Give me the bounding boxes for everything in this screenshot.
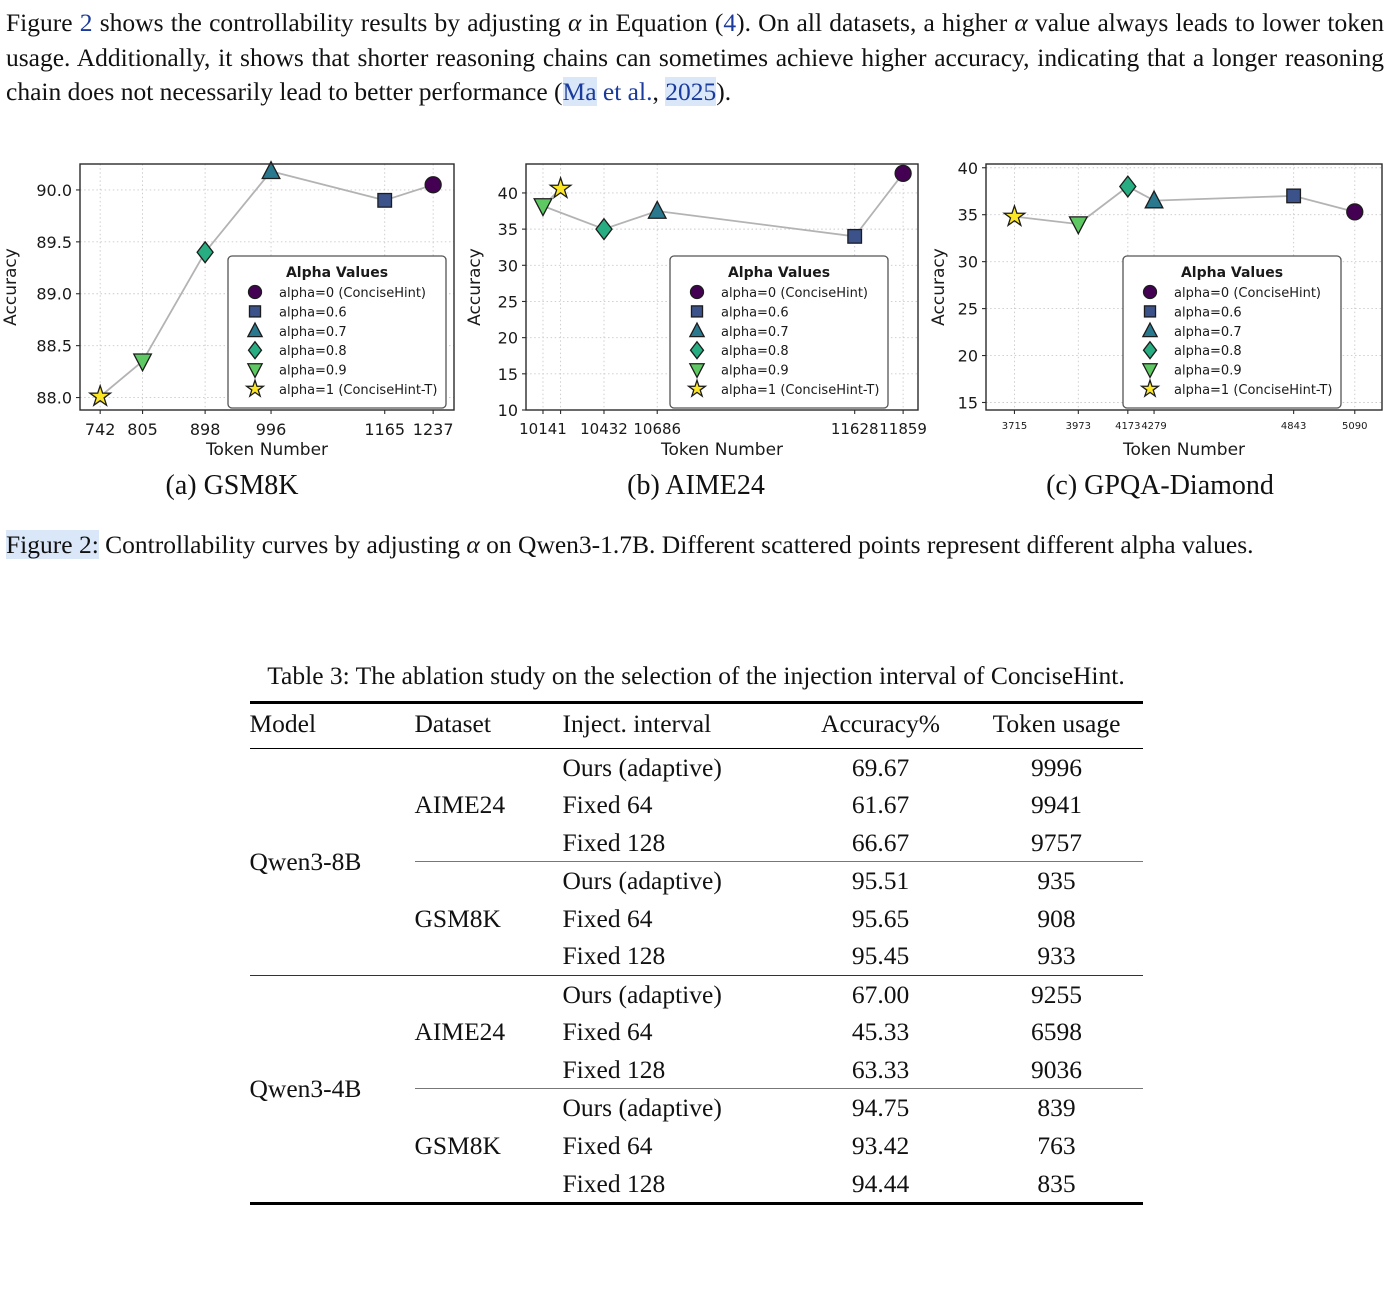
model-cell: Qwen3-4B bbox=[249, 1074, 362, 1104]
column-header-inject-interval: Inject. interval bbox=[563, 702, 791, 748]
chart-panel-gsm8k bbox=[0, 150, 464, 502]
legend-marker-circle bbox=[691, 286, 704, 299]
data-point-alpha-0 bbox=[1347, 204, 1363, 220]
column-header-token-usage: Token usage bbox=[971, 702, 1143, 748]
dataset-cell: AIME24 bbox=[415, 975, 563, 1089]
token-usage-cell: 839 bbox=[1037, 1093, 1076, 1123]
accuracy-cell: 67.00 bbox=[851, 979, 910, 1009]
x-tick-label: 10686 bbox=[633, 420, 682, 439]
ablation-table bbox=[250, 701, 1143, 1205]
text-segment: in Equation ( bbox=[581, 8, 724, 37]
inject-interval-cell: Fixed 128 bbox=[562, 1168, 666, 1198]
accuracy-cell: 94.44 bbox=[851, 1168, 910, 1198]
x-tick-label: 742 bbox=[84, 420, 116, 440]
x-tick-label: 4173 bbox=[1115, 421, 1141, 433]
legend-label: alpha=0.6 bbox=[279, 305, 347, 321]
data-point-alpha-0.8 bbox=[596, 219, 612, 240]
x-tick-label: 996 bbox=[255, 420, 287, 440]
accuracy-cell: 45.33 bbox=[851, 1017, 910, 1047]
token-usage-cell: 9996 bbox=[1031, 752, 1082, 782]
text-segment: Figure 2: bbox=[6, 530, 99, 560]
table-header-row bbox=[250, 702, 1143, 748]
y-tick-label: 15 bbox=[497, 364, 518, 384]
x-tick-label: 4279 bbox=[1141, 421, 1167, 433]
token-usage-cell: 9036 bbox=[971, 1051, 1143, 1089]
chart-caption: (a) GSM8K bbox=[165, 470, 299, 502]
text-segment: on Qwen3-1.7B. Different scattered points represent different alpha values. bbox=[479, 530, 1254, 560]
inject-interval-cell: Fixed 128 bbox=[563, 824, 791, 862]
legend-marker-circle bbox=[1144, 286, 1157, 299]
chart-gsm8k bbox=[0, 150, 464, 462]
data-point-alpha-0.9 bbox=[534, 199, 552, 216]
x-tick-label: 805 bbox=[127, 420, 158, 440]
citation-link[interactable]: et al. bbox=[596, 77, 653, 107]
x-tick-label: 3973 bbox=[1065, 421, 1092, 433]
data-point-alpha-1 bbox=[550, 178, 571, 198]
figure-caption bbox=[6, 528, 1384, 563]
legend-label: alpha=0.9 bbox=[279, 363, 347, 379]
y-axis-label: Accuracy bbox=[465, 248, 485, 326]
legend-label: alpha=0.9 bbox=[721, 363, 789, 379]
x-tick-label: 1237 bbox=[412, 420, 454, 440]
accuracy-cell: 95.51 bbox=[851, 866, 910, 896]
x-tick-label: 1165 bbox=[364, 420, 406, 440]
citation-link[interactable]: 4 bbox=[723, 8, 737, 37]
legend-label: alpha=0 (ConciseHint) bbox=[279, 286, 426, 302]
legend-marker-square bbox=[691, 306, 702, 317]
inject-interval-cell: Fixed 64 bbox=[562, 790, 653, 820]
x-axis-label: Token Number bbox=[1122, 440, 1246, 461]
token-usage-cell: 9757 bbox=[971, 824, 1143, 862]
y-tick-label: 15 bbox=[957, 393, 978, 413]
x-tick-label: 4843 bbox=[1280, 421, 1307, 433]
text-segment: Figure bbox=[6, 8, 80, 37]
x-tick-label: 11628 bbox=[830, 420, 879, 439]
text-segment: , bbox=[652, 77, 666, 107]
chart-legend bbox=[670, 256, 888, 408]
accuracy-cell: 61.67 bbox=[851, 790, 910, 820]
table-title: Table 3: The ablation study on the selection of the injection interval of ConciseHint. bbox=[267, 660, 1125, 690]
accuracy-cell: 93.42 bbox=[851, 1131, 910, 1160]
dataset-cell: GSM8K bbox=[415, 862, 563, 976]
legend-label: alpha=0.7 bbox=[1174, 324, 1242, 340]
data-point-alpha-0.7 bbox=[1145, 191, 1163, 208]
token-usage-cell: 935 bbox=[1037, 866, 1076, 896]
legend-marker-square bbox=[249, 306, 260, 317]
text-segment: ). On all datasets, a higher bbox=[736, 8, 1015, 37]
x-tick-label: 898 bbox=[189, 420, 221, 440]
token-usage-cell: 9941 bbox=[1031, 790, 1082, 820]
legend-marker-square bbox=[1144, 306, 1155, 317]
legend-label: alpha=0.6 bbox=[1174, 305, 1242, 321]
legend-title: Alpha Values bbox=[1180, 265, 1284, 282]
column-header-accuracy: Accuracy% bbox=[791, 702, 971, 748]
token-usage-cell: 763 bbox=[1037, 1131, 1076, 1160]
data-point-alpha-0 bbox=[425, 177, 441, 193]
legend-label: alpha=1 (ConciseHint-T) bbox=[1174, 383, 1333, 399]
legend-label: alpha=1 (ConciseHint-T) bbox=[721, 383, 880, 399]
inject-interval-cell: Ours (adaptive) bbox=[562, 1093, 722, 1123]
inject-interval-cell: Fixed 128 bbox=[563, 937, 791, 975]
chart-caption: (b) AIME24 bbox=[627, 470, 765, 502]
chart-legend bbox=[1123, 256, 1341, 408]
dataset-cell: GSM8K bbox=[414, 1131, 501, 1160]
accuracy-cell: 95.65 bbox=[851, 903, 910, 933]
token-usage-cell: 908 bbox=[1037, 903, 1076, 933]
y-tick-label: 35 bbox=[957, 205, 978, 225]
data-point-alpha-0.9 bbox=[1070, 217, 1088, 234]
data-point-alpha-0.6 bbox=[848, 230, 862, 244]
citation-link[interactable]: Ma bbox=[562, 77, 597, 107]
y-tick-label: 25 bbox=[957, 299, 978, 319]
y-tick-label: 10 bbox=[497, 401, 518, 421]
data-point-alpha-0.6 bbox=[1287, 189, 1301, 203]
y-axis-label: Accuracy bbox=[929, 248, 949, 326]
chart-aime24 bbox=[464, 150, 928, 462]
citation-link[interactable]: 2 bbox=[79, 8, 93, 37]
accuracy-cell: 66.67 bbox=[791, 824, 971, 862]
table-body bbox=[250, 748, 1143, 1203]
x-tick-label: 5090 bbox=[1342, 421, 1368, 433]
column-header-model: Model bbox=[250, 702, 415, 748]
legend-label: alpha=1 (ConciseHint-T) bbox=[279, 383, 438, 399]
legend-title: Alpha Values bbox=[285, 265, 389, 282]
accuracy-cell: 94.75 bbox=[851, 1093, 910, 1123]
series-line bbox=[1015, 187, 1355, 225]
y-tick-label: 25 bbox=[497, 292, 518, 312]
y-tick-label: 40 bbox=[497, 183, 518, 203]
token-usage-cell: 835 bbox=[1037, 1168, 1076, 1198]
inject-interval-cell: Fixed 64 bbox=[562, 1017, 653, 1047]
data-point-alpha-0.7 bbox=[648, 201, 666, 218]
inject-interval-cell: Fixed 64 bbox=[562, 903, 653, 933]
y-tick-label: 88.0 bbox=[36, 388, 72, 408]
inject-interval-cell: Ours (adaptive) bbox=[562, 752, 722, 782]
text-segment: ). bbox=[716, 77, 732, 107]
y-axis-label: Accuracy bbox=[1, 248, 21, 326]
legend-label: alpha=0 (ConciseHint) bbox=[1174, 286, 1321, 302]
data-point-alpha-0.8 bbox=[1120, 176, 1136, 197]
token-usage-cell: 933 bbox=[971, 937, 1143, 975]
math-symbol: α bbox=[466, 530, 480, 560]
citation-link[interactable]: 2025 bbox=[665, 77, 717, 107]
legend-label: alpha=0.8 bbox=[721, 344, 789, 360]
legend-label: alpha=0.9 bbox=[1174, 363, 1242, 379]
y-tick-label: 35 bbox=[497, 220, 518, 240]
column-header-dataset: Dataset bbox=[415, 702, 563, 748]
legend-label: alpha=0 (ConciseHint) bbox=[721, 286, 868, 302]
table-row bbox=[250, 748, 1143, 786]
accuracy-cell: 69.67 bbox=[851, 752, 910, 782]
math-symbol: α bbox=[1014, 8, 1028, 37]
y-tick-label: 88.5 bbox=[36, 336, 72, 356]
chart-gpqa-diamond bbox=[928, 150, 1392, 462]
legend-label: alpha=0.7 bbox=[279, 324, 347, 340]
x-axis-label: Token Number bbox=[205, 440, 329, 461]
legend-marker-circle bbox=[249, 286, 262, 299]
y-tick-label: 20 bbox=[497, 328, 518, 348]
legend-label: alpha=0.7 bbox=[721, 324, 789, 340]
inject-interval-cell: Ours (adaptive) bbox=[562, 866, 722, 896]
accuracy-cell: 63.33 bbox=[791, 1051, 971, 1089]
legend-title: Alpha Values bbox=[727, 265, 831, 282]
y-tick-label: 40 bbox=[957, 158, 978, 178]
x-axis-label: Token Number bbox=[660, 440, 784, 461]
y-tick-label: 30 bbox=[497, 256, 518, 276]
x-tick-label: 3715 bbox=[1001, 421, 1028, 433]
legend-label: alpha=0.6 bbox=[721, 305, 789, 321]
chart-panel-gpqa-diamond bbox=[928, 150, 1392, 502]
inject-interval-cell: Fixed 128 bbox=[563, 1051, 791, 1089]
math-symbol: α bbox=[567, 8, 582, 37]
chart-legend bbox=[228, 256, 446, 408]
y-tick-label: 30 bbox=[957, 252, 978, 272]
token-usage-cell: 9255 bbox=[1031, 979, 1082, 1009]
dataset-cell: AIME24 bbox=[415, 748, 563, 862]
chart-panel-aime24 bbox=[464, 150, 928, 502]
legend-label: alpha=0.8 bbox=[279, 344, 347, 360]
token-usage-cell: 6598 bbox=[1031, 1017, 1082, 1047]
legend-label: alpha=0.8 bbox=[1174, 344, 1242, 360]
text-segment: Controllability curves by adjusting bbox=[98, 530, 467, 560]
model-cell: Qwen3-8B bbox=[250, 748, 415, 975]
x-tick-label: 11859 bbox=[879, 420, 927, 439]
table-row bbox=[250, 975, 1143, 1013]
text-segment: shows the controllability results by adjusting bbox=[92, 8, 568, 37]
y-tick-label: 20 bbox=[957, 346, 978, 366]
chart-caption: (c) GPQA-Diamond bbox=[1046, 470, 1274, 502]
text-segment: value always leads to lower token usage. Additionally, it shows that shorter reasoning chains can sometimes achieve higher accuracy, indicating that a longer reasoning chain does not necessarily lead to better performance ( bbox=[6, 8, 1385, 107]
data-point-alpha-0.9 bbox=[134, 354, 152, 371]
intro-paragraph bbox=[6, 6, 1384, 110]
figure-2 bbox=[0, 150, 1392, 502]
y-tick-label: 89.0 bbox=[36, 284, 72, 304]
data-point-alpha-0.6 bbox=[378, 194, 392, 208]
accuracy-cell: 95.45 bbox=[791, 937, 971, 975]
inject-interval-cell: Fixed 64 bbox=[562, 1131, 653, 1160]
y-tick-label: 89.5 bbox=[36, 232, 72, 252]
inject-interval-cell: Ours (adaptive) bbox=[562, 979, 722, 1009]
x-tick-label: 10432 bbox=[580, 420, 628, 439]
y-tick-label: 90.0 bbox=[36, 180, 72, 200]
x-tick-label: 10141 bbox=[519, 420, 567, 439]
data-point-alpha-0 bbox=[895, 165, 911, 181]
